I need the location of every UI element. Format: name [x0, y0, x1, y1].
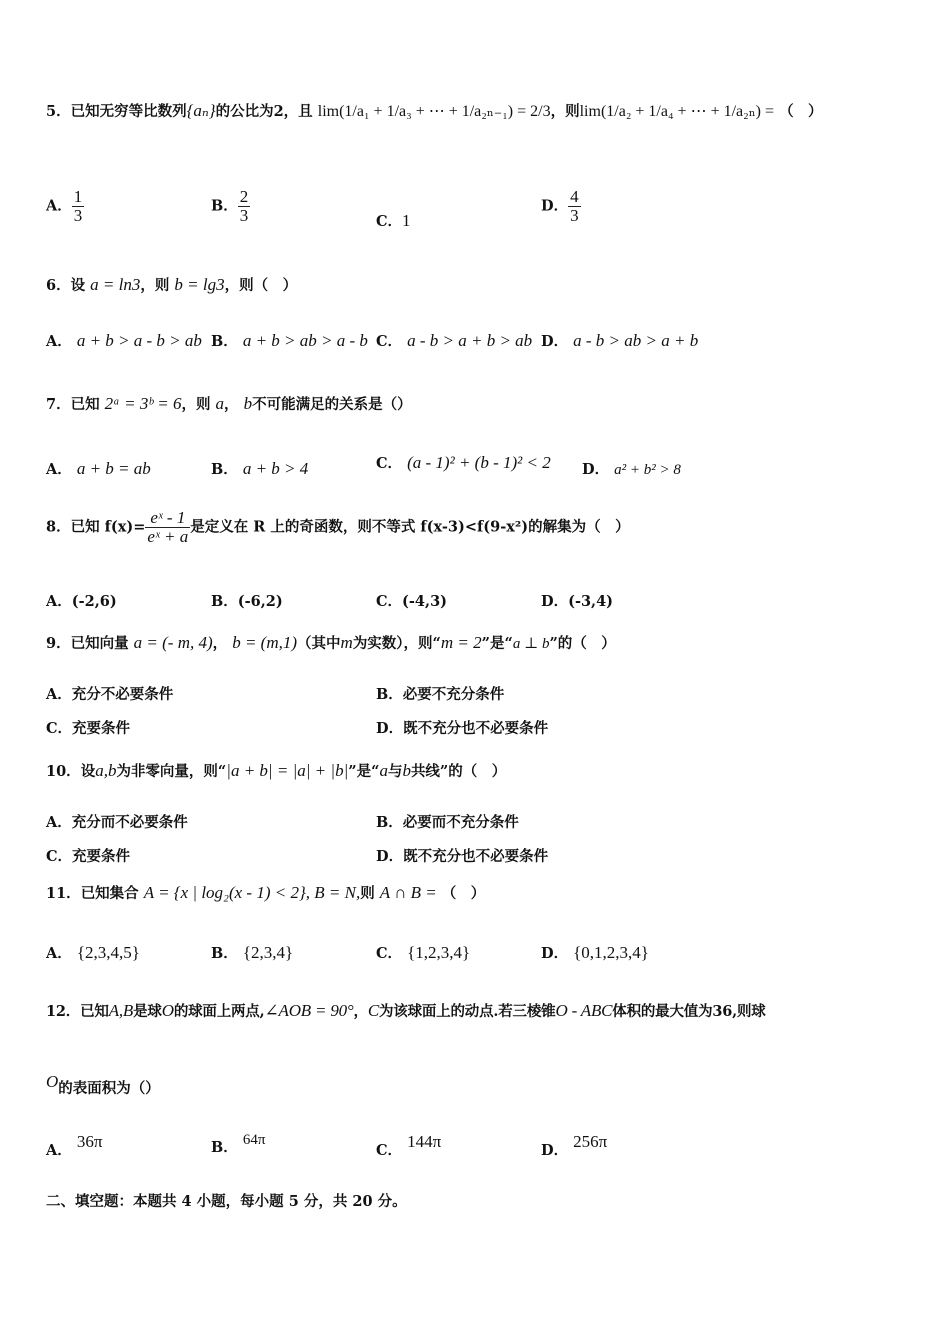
q8-option-b[interactable] — [211, 590, 283, 611]
question-8 — [46, 509, 630, 546]
q7-number: 7． — [46, 396, 71, 413]
q11-set-def: A = {x | log₂(x - 1) < 2}, B = N, — [143, 883, 361, 902]
q6-option-c[interactable] — [376, 330, 532, 351]
q10-option-a[interactable] — [46, 811, 188, 832]
option-value: 36π — [76, 1132, 103, 1151]
q5-answer-paren: （ ） — [779, 103, 823, 120]
option-label: D． — [541, 593, 569, 610]
q11-option-a[interactable] — [46, 942, 140, 963]
option-value: 必要不充分条件 — [402, 686, 505, 703]
q6-text-2: ，则 — [140, 277, 170, 294]
option-label: A． — [46, 686, 72, 703]
q5-sequence: {aₙ} — [186, 101, 216, 120]
q7-condition: 2ᵃ = 3ᵇ = 6 — [104, 394, 182, 413]
question-9 — [46, 632, 616, 653]
q12-text-4: 为该球面上的动点.若三棱锥 — [378, 1003, 556, 1020]
option-label: C． — [376, 1142, 403, 1159]
option-value: (-2,6) — [71, 593, 117, 610]
q5-text-2: 的公比为2，且 — [215, 103, 313, 120]
q6-number: 6． — [46, 277, 71, 294]
option-label: B． — [211, 1139, 238, 1156]
q11-intersection: A ∩ B = — [379, 883, 437, 902]
q11-text-3: （ ） — [441, 885, 486, 902]
q6-b-def: b = lg3 — [174, 275, 225, 294]
denominator: 3 — [73, 205, 83, 225]
option-value: 144π — [407, 1132, 442, 1151]
q10-text-3: ”是“ — [348, 763, 380, 780]
q7-sep: ， — [224, 396, 239, 413]
q11-number: 11． — [46, 885, 81, 902]
option-value: a - b > ab > a + b — [573, 331, 699, 350]
q8-text-2: 是定义在 R 上的奇函数，则不等式 f(x-3)<f(9-x²)的解集为（ ） — [190, 518, 630, 536]
q12-angle: ∠AOB = 90° — [264, 1001, 354, 1020]
q9-condition: m = 2 — [440, 633, 482, 652]
q12-number: 12． — [46, 1003, 81, 1020]
q10-condition: |a + b| = |a| + |b| — [226, 761, 349, 780]
option-label: A． — [46, 945, 72, 962]
q12-text-6: 的表面积为（） — [58, 1080, 160, 1097]
option-label: A． — [46, 333, 72, 350]
q9-option-c[interactable] — [46, 717, 130, 738]
q12-option-b[interactable] — [211, 1132, 265, 1157]
q12-point-c: C — [367, 1001, 379, 1020]
option-label: B． — [211, 593, 238, 610]
q9-perpendicular: a ⊥ b — [512, 636, 550, 652]
q12-center-o: O — [161, 1001, 174, 1020]
q11-option-c[interactable] — [376, 942, 470, 963]
option-label: D． — [541, 945, 569, 962]
q10-option-d[interactable] — [376, 845, 548, 866]
option-label: B． — [211, 197, 238, 215]
question-11 — [46, 882, 485, 903]
q7-text-2: ，则 — [181, 396, 211, 413]
option-label: C． — [46, 848, 73, 865]
q5-limit-1: lim(1/a₁ + 1/a₃ + ⋯ + 1/a₂ₙ₋₁) = 2/3 — [317, 103, 551, 120]
option-label: A． — [46, 814, 72, 831]
q10-number: 10． — [46, 763, 81, 780]
q6-a-def: a = ln3 — [90, 275, 141, 294]
q5-option-b[interactable] — [211, 188, 250, 225]
option-value: (a - 1)² + (b - 1)² < 2 — [407, 453, 551, 472]
option-label: C． — [376, 213, 403, 230]
option-label: A． — [46, 461, 72, 478]
option-label: A． — [46, 1142, 72, 1159]
option-label: B． — [211, 945, 238, 962]
q7-option-c[interactable] — [376, 452, 551, 473]
q7-option-a[interactable] — [46, 458, 151, 479]
q5-option-c[interactable] — [376, 210, 411, 231]
option-value: 64π — [242, 1132, 266, 1148]
option-value: {2,3,4,5} — [76, 943, 140, 962]
q5-limit-2: lim(1/a₂ + 1/a₄ + ⋯ + 1/a₂ₙ) = — [579, 103, 774, 120]
option-label: D． — [541, 1142, 569, 1159]
option-label: D． — [541, 197, 569, 215]
q5-option-d[interactable] — [541, 188, 581, 225]
option-value: 充要条件 — [72, 720, 131, 737]
q5-text: 已知无穷等比数列 — [70, 103, 187, 120]
q11-text: 已知集合 — [80, 885, 139, 902]
numerator: 4 — [570, 187, 579, 206]
q7-var-a: a — [215, 394, 225, 413]
q9-text-5: ”的（ ） — [549, 635, 616, 652]
q8-fraction-denominator: eˣ + a — [147, 526, 189, 546]
option-value: 充分不必要条件 — [71, 686, 174, 703]
q10-option-b[interactable] — [376, 811, 519, 832]
numerator: 2 — [239, 187, 249, 206]
q9-text: 已知向量 — [70, 635, 129, 652]
q5-option-a[interactable] — [46, 188, 84, 225]
q8-number: 8． — [46, 518, 71, 536]
question-12 — [46, 1000, 766, 1021]
q9-sep: ， — [212, 635, 228, 652]
option-label: D． — [376, 848, 404, 865]
question-7 — [46, 393, 412, 414]
q12-text-3: 的球面上两点, — [173, 1003, 265, 1020]
option-label: D． — [541, 333, 569, 350]
option-label: A． — [46, 593, 72, 610]
option-label: C． — [46, 720, 73, 737]
option-value: 既不充分也不必要条件 — [403, 848, 549, 865]
q6-option-d[interactable] — [541, 330, 698, 351]
q7-text: 已知 — [70, 396, 100, 413]
option-value: 既不充分也不必要条件 — [403, 720, 549, 737]
question-6 — [46, 274, 297, 295]
q12-option-c[interactable] — [376, 1132, 441, 1160]
q12-option-d[interactable] — [541, 1132, 607, 1160]
option-value: {2,3,4} — [242, 943, 294, 962]
q6-text-3: ，则（ ） — [224, 277, 298, 294]
q7-option-d[interactable] — [582, 458, 681, 479]
option-value: {0,1,2,3,4} — [573, 943, 649, 962]
q10-text-4: 与 — [387, 763, 403, 780]
option-label: B． — [211, 461, 238, 478]
q12-option-a[interactable] — [46, 1132, 102, 1160]
section-2-heading: 二、填空题：本题共 4 小题，每小题 5 分，共 20 分。 — [46, 1193, 407, 1210]
q5-number: 5． — [46, 103, 71, 120]
question-12-cont — [46, 1072, 160, 1098]
q12-points-ab: A,B — [108, 1001, 134, 1020]
q8-fraction-numerator: eˣ - 1 — [145, 509, 190, 528]
q12-text-2: 是球 — [133, 1003, 162, 1020]
option-label: B． — [376, 814, 403, 831]
denominator: 3 — [570, 205, 579, 225]
q5-text-3: ，则 — [550, 103, 580, 120]
q7-var-b: b — [243, 394, 253, 413]
q10-text-5: 共线”的（ ） — [410, 763, 507, 780]
option-value: 充分而不必要条件 — [71, 814, 188, 831]
option-value: a + b > 4 — [242, 459, 309, 478]
q12-text-5: 体积的最大值为36,则球 — [612, 1003, 766, 1020]
q8-option-d[interactable] — [541, 590, 613, 611]
q12-sep: ， — [353, 1003, 368, 1020]
option-label: C． — [376, 455, 403, 472]
q7-option-b[interactable] — [211, 458, 308, 479]
option-label: C． — [376, 945, 403, 962]
q9-vector-b: b = (m,1) — [232, 633, 298, 652]
q9-text-3: 为实数），则“ — [352, 635, 441, 652]
option-value: 必要而不充分条件 — [402, 814, 519, 831]
q9-text-2: （其中 — [297, 635, 341, 652]
q9-option-d[interactable] — [376, 717, 548, 738]
option-label: A． — [46, 197, 72, 215]
option-label: D． — [582, 461, 610, 478]
option-value: (-6,2) — [237, 593, 283, 610]
option-value: a + b = ab — [76, 459, 151, 478]
option-label: B． — [211, 333, 238, 350]
q9-option-a[interactable] — [46, 683, 173, 704]
option-value: (-3,4) — [568, 593, 614, 610]
numerator: 1 — [73, 187, 83, 206]
q8-option-a[interactable] — [46, 590, 117, 611]
q12-text: 已知 — [80, 1003, 109, 1020]
q12-pyramid: O - ABC — [555, 1001, 613, 1020]
q9-option-b[interactable] — [376, 683, 504, 704]
option-label: D． — [376, 720, 404, 737]
q8-text: 已知 f(x)= — [70, 518, 146, 536]
q10-option-c[interactable] — [46, 845, 130, 866]
option-value: a² + b² > 8 — [614, 462, 681, 478]
q10-var-b: b — [402, 761, 411, 780]
q9-var-m: m — [340, 633, 353, 652]
option-value: 充要条件 — [72, 848, 131, 865]
option-label: B． — [376, 686, 403, 703]
q11-text-2: 则 — [360, 885, 375, 902]
option-label: C． — [376, 333, 403, 350]
option-value: 256π — [573, 1132, 608, 1151]
q12-center-o-2: O — [46, 1072, 59, 1091]
option-label: C． — [376, 593, 403, 610]
option-value: a + b > ab > a - b — [242, 331, 368, 350]
question-5 — [46, 100, 823, 121]
option-value: a + b > a - b > ab — [76, 331, 202, 350]
q8-option-c[interactable] — [376, 590, 447, 611]
q6-option-b[interactable] — [211, 330, 368, 351]
q10-text-2: 为非零向量，则“ — [116, 763, 227, 780]
q9-text-4: ”是“ — [481, 635, 513, 652]
q7-text-3: 不可能满足的关系是（） — [252, 396, 412, 413]
option-value: 1 — [402, 211, 411, 230]
option-value: {1,2,3,4} — [407, 943, 471, 962]
option-value: a - b > a + b > ab — [407, 331, 533, 350]
q9-vector-a: a = (- m, 4) — [133, 633, 213, 652]
option-value: (-4,3) — [402, 593, 448, 610]
q10-vars: a,b — [95, 761, 117, 780]
q11-option-d[interactable] — [541, 942, 649, 963]
q6-text: 设 — [70, 277, 86, 294]
question-10 — [46, 760, 506, 781]
q10-var-a: a — [379, 761, 388, 780]
q6-option-a[interactable] — [46, 330, 202, 351]
q9-number: 9． — [46, 635, 71, 652]
q11-option-b[interactable] — [211, 942, 293, 963]
denominator: 3 — [239, 205, 249, 225]
q10-text: 设 — [80, 763, 96, 780]
